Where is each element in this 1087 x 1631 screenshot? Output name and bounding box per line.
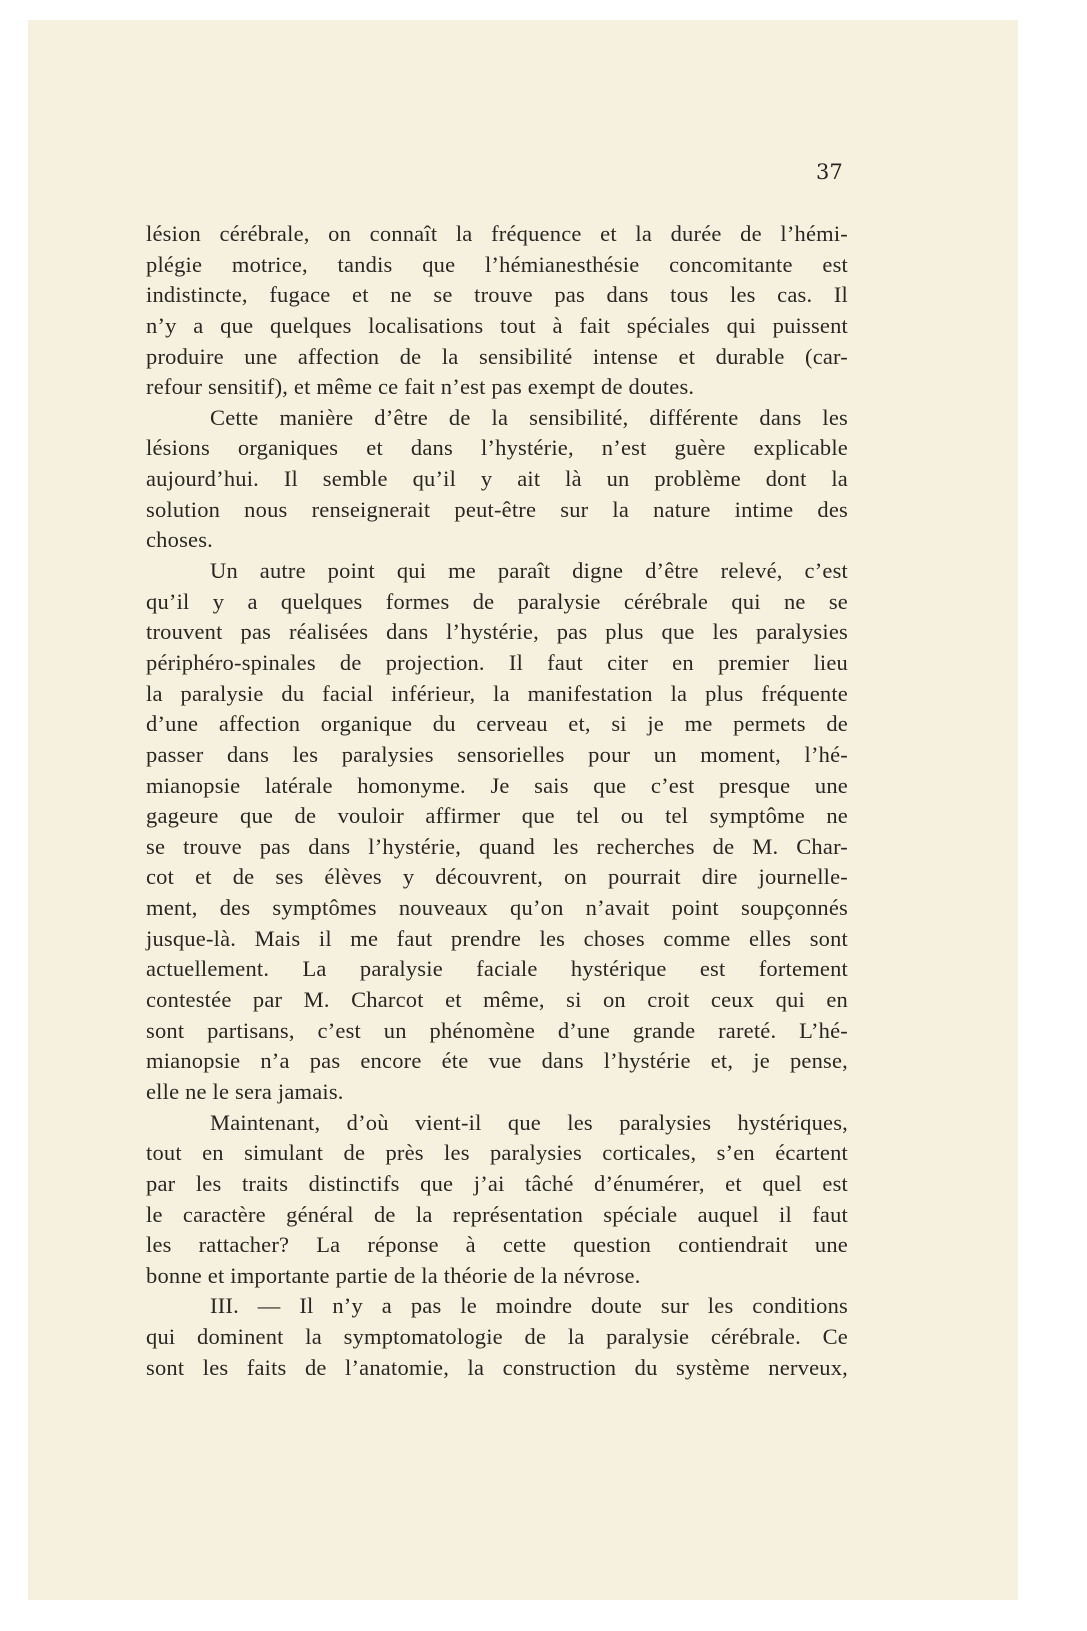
text-line: III. — Il n’y a pas le moindre doute sur les conditions	[210, 1293, 848, 1319]
body-text	[146, 219, 848, 1383]
text-line: bonne et importante partie de la théorie de la névrose.	[146, 1262, 641, 1288]
paragraph	[146, 1291, 848, 1383]
text-line: choses.	[146, 527, 214, 553]
page-number: 37	[816, 160, 843, 184]
text-line: mianopsie n’a pas encore éte vue dans l’hystérie et, je pense,	[146, 1048, 848, 1074]
text-line: sont partisans, c’est un phénomène d’une grande rareté. L’hé-	[146, 1017, 848, 1043]
text-line: lésions organiques et dans l’hystérie, n’est guère explicable	[146, 435, 848, 461]
text-line: gageure que de vouloir affirmer que tel ou tel symptôme ne	[146, 803, 848, 829]
text-line: jusque-là. Mais il me faut prendre les choses comme elles sont	[146, 925, 848, 951]
text-line: passer dans les paralysies sensorielles pour un moment, l’hé-	[146, 741, 848, 767]
paragraph	[146, 219, 848, 403]
text-line: périphéro-spinales de projection. Il faut citer en premier lieu	[146, 649, 848, 675]
text-line: d’une affection organique du cerveau et, si je me permets de	[146, 711, 848, 737]
text-line: tout en simulant de près les paralysies corticales, s’en écartent	[146, 1140, 848, 1166]
text-line: n’y a que quelques localisations tout à fait spéciales qui puissent	[146, 312, 848, 338]
paragraph	[146, 1108, 848, 1292]
text-line: les rattacher? La réponse à cette question contiendrait une	[146, 1232, 848, 1258]
paragraph	[146, 403, 848, 556]
text-line: plégie motrice, tandis que l’hémianesthésie concomitante est	[146, 251, 848, 277]
paragraph	[146, 556, 848, 1108]
text-line: Un autre point qui me paraît digne d’être relevé, c’est	[210, 558, 848, 584]
text-line: elle ne le sera jamais.	[146, 1078, 344, 1104]
text-line: qu’il y a quelques formes de paralysie cérébrale qui ne se	[146, 588, 848, 614]
text-line: solution nous renseignerait peut-être sur la nature intime des	[146, 496, 848, 522]
text-line: qui dominent la symptomatologie de la paralysie cérébrale. Ce	[146, 1324, 848, 1350]
text-line: cot et de ses élèves y découvrent, on pourrait dire journelle-	[146, 864, 848, 890]
text-line: la paralysie du facial inférieur, la manifestation la plus fréquente	[146, 680, 848, 706]
text-line: lésion cérébrale, on connaît la fréquence et la durée de l’hémi-	[146, 221, 848, 246]
text-line: refour sensitif), et même ce fait n’est pas exempt de doutes.	[146, 374, 695, 400]
text-line: aujourd’hui. Il semble qu’il y ait là un problème dont la	[146, 466, 848, 492]
text-line: se trouve pas dans l’hystérie, quand les recherches de M. Char-	[146, 833, 848, 859]
text-line: trouvent pas réalisées dans l’hystérie, pas plus que les paralysies	[146, 619, 848, 645]
text-line: sont les faits de l’anatomie, la construction du système nerveux,	[146, 1354, 848, 1380]
text-line: actuellement. La paralysie faciale hystérique est fortement	[146, 956, 848, 982]
text-line: Maintenant, d’où vient-il que les paralysies hystériques,	[210, 1109, 848, 1135]
text-line: le caractère général de la représentation spéciale auquel il faut	[146, 1201, 848, 1227]
text-line: indistincte, fugace et ne se trouve pas dans tous les cas. Il	[146, 282, 848, 308]
text-line: Cette manière d’être de la sensibilité, différente dans les	[210, 404, 848, 430]
text-line: par les traits distinctifs que j’ai tâché d’énumérer, et quel est	[146, 1170, 848, 1196]
text-line: contestée par M. Charcot et même, si on croit ceux qui en	[146, 987, 848, 1013]
text-line: mianopsie latérale homonyme. Je sais que c’est presque une	[146, 772, 848, 798]
text-line: ment, des symptômes nouveaux qu’on n’avait point soupçonnés	[146, 895, 848, 921]
text-line: produire une affection de la sensibilité intense et durable (car-	[146, 343, 848, 369]
book-page	[28, 20, 1018, 1600]
